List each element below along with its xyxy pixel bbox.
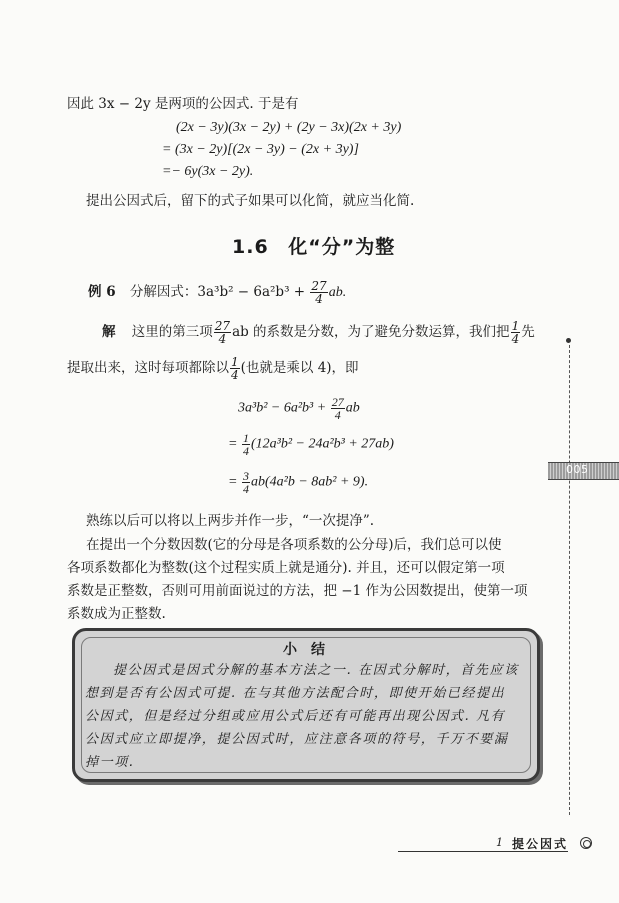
summary-title: 小结 — [283, 642, 339, 658]
solution-label: 解 — [102, 324, 116, 340]
footer-chapter-title: 提公因式 — [512, 837, 569, 851]
section-number: 1.6 — [232, 236, 269, 258]
solution-line-2: 提取出来，这时每项都除以 $\frac{1}{4}$ (也就是乘以 4)，即 — [67, 355, 359, 382]
footer-circle-icon — [580, 837, 592, 849]
margin-dot-icon — [566, 338, 571, 343]
simplify-note: 提出公因式后，留下的式子如果可以化简，就应当化简. — [86, 193, 415, 209]
example-6 — [88, 280, 346, 305]
solution-line-1: 解 这里的第三项 $\frac{27}{4}$ ab 的系数是分数，为了避免分数运算，我们把 $\frac{1}{4}$ 先 — [102, 319, 535, 346]
equation-line-3: =− 6y(3x − 2y). — [162, 164, 254, 179]
example-text: 分解因式：3a³b² − 6a²b³ + — [129, 284, 306, 300]
example-text-end: ab. — [328, 285, 347, 300]
margin-dashed-line — [569, 345, 570, 815]
paragraph-once-extract: 熟练以后可以将以上两步并作一步，“一次提净”. — [86, 513, 375, 529]
example-label: 例 6 — [88, 284, 116, 300]
page-number: 005 — [566, 463, 589, 476]
equation-line-2: = (3x − 2y)[(2x − 3y) − (2x + 3y)] — [162, 142, 359, 157]
footer-chapter-number: 1 — [496, 836, 503, 849]
summary-box — [72, 628, 540, 782]
intro-line: 因此 3x − 2y 是两项的公因式. 于是有 — [67, 96, 299, 112]
solution-math-3: = $\frac{3}{4}$ ab(4a²b − 8ab² + 9). — [228, 469, 369, 496]
solution-math-2: = $\frac{1}{4}$ (12a³b² − 24a²b³ + 27ab) — [228, 431, 394, 458]
summary-body: 提公因式是因式分解的基本方法之一. 在因式分解时，首先应该 想到是否有公因式可提. 在与其他方法配合时，即使开始已经提出 公因式，但是经过分组或应用公式后还有可能再出现公因式. 凡有 公因式应立即提净，提公因式时，应注意各项的符号，千万不要漏 掉一项. — [85, 663, 519, 770]
fraction-27-4: $\frac{27}{4}$ — [214, 319, 231, 346]
paragraph-common-denominator: 在提出一个分数因数(它的分母是各项系数的公分母)后，我们总可以使 各项系数都化为整数(这个过程实质上就是通分). 并且，还可以假定第一项 系数是正整数，否则可用前面说过的方法，把 −1 作为公因数提出，使第一项 系数成为正整数. — [67, 537, 528, 622]
section-heading — [232, 232, 395, 259]
example-fraction: $\frac{27}{4}$ — [311, 279, 327, 306]
solution-math-1: 3a³b² − 6a²b³ + $\frac{27}{4}$ ab — [238, 395, 360, 422]
fraction-1-4-b: $\frac{1}{4}$ — [231, 355, 239, 382]
fraction-1-4: $\frac{1}{4}$ — [511, 319, 520, 346]
equation-line-1: (2x − 3y)(3x − 2y) + (2y − 3x)(2x + 3y) — [176, 120, 402, 135]
section-title: 化“分”为整 — [288, 236, 396, 258]
